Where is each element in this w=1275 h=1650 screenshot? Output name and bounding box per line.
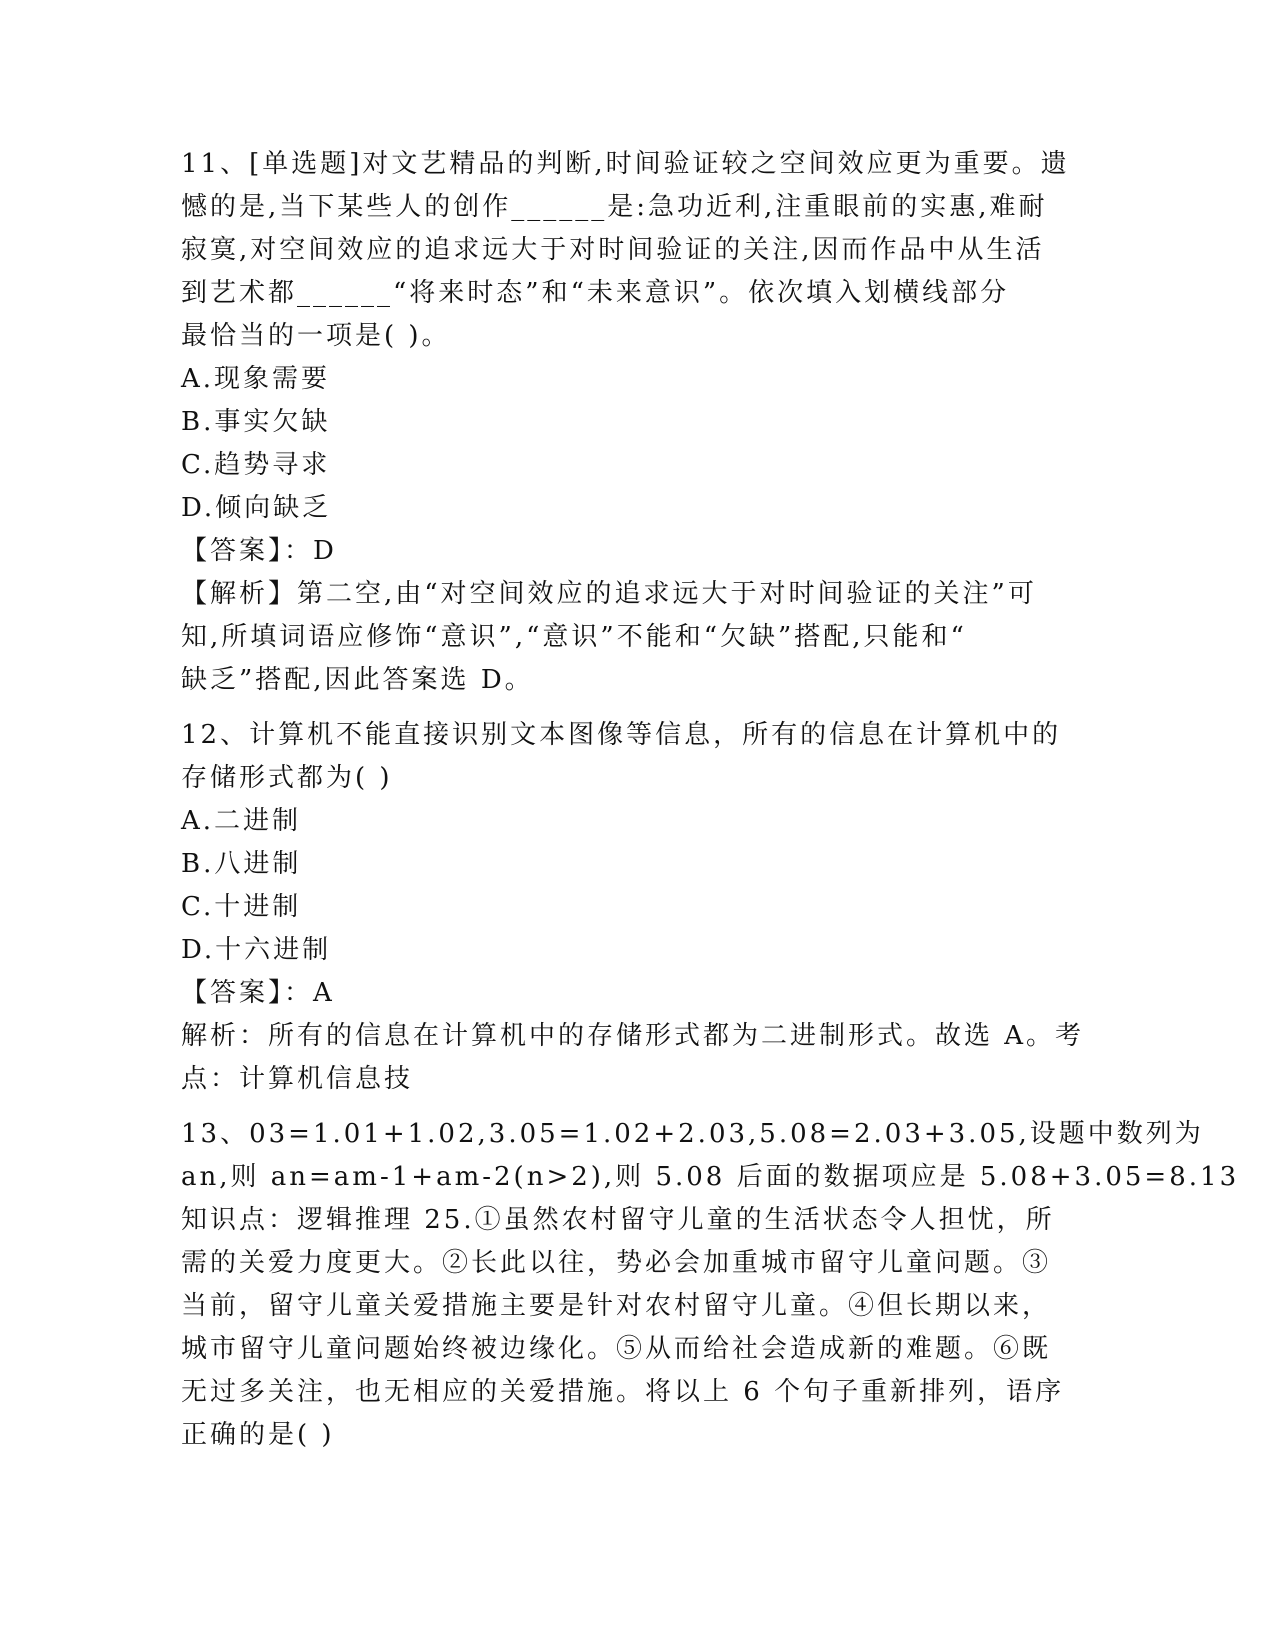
- question-12-stem-line: 12、计算机不能直接识别文本图像等信息，所有的信息在计算机中的: [181, 720, 1062, 750]
- question-13-stem-line: 当前，留守儿童关爱措施主要是针对农村留守儿童。④但长期以来，: [181, 1291, 1052, 1321]
- question-spacer: [181, 702, 1081, 714]
- document-page: [181, 143, 1240, 1457]
- question-13-stem-line: 需的关爱力度更大。②长此以往，势必会加重城市留守儿童问题。③: [181, 1248, 1052, 1278]
- question-11-stem-line: 11、[单选题]对文艺精品的判断,时间验证较之空间效应更为重要。遗: [181, 149, 1070, 179]
- question-12-analysis-line: 解析：所有的信息在计算机中的存储形式都为二进制形式。故选 A。考: [181, 1021, 1085, 1051]
- question-11-stem-line: 最恰当的一项是( )。: [181, 321, 451, 351]
- question-13-stem-line: an,则 an=am-1+am-2(n>2),则 5.08 后面的数据项应是 5.08+3.05=8.13: [181, 1162, 1240, 1192]
- question-13-stem-line: 正确的是( ): [181, 1420, 335, 1450]
- question-13-stem-line: 知识点：逻辑推理 25.①虽然农村留守儿童的生活状态令人担忧，所: [181, 1205, 1055, 1235]
- question-12-option-a: A.二进制: [181, 806, 302, 836]
- question-11-option-d: D.倾向缺乏: [181, 493, 332, 523]
- question-13-stem-line: 13、03=1.01+1.02,3.05=1.02+2.03,5.08=2.03+3.05,设题中数列为: [181, 1119, 1204, 1149]
- question-11-analysis-line: 【解析】第二空,由“对空间效应的追求远大于对时间验证的关注”可: [181, 579, 1037, 609]
- question-spacer: [181, 1101, 1081, 1113]
- question-11-answer: 【答案】：D: [181, 536, 337, 566]
- question-13-stem-line: 城市留守儿童问题始终被边缘化。⑤从而给社会造成新的难题。⑥既: [181, 1334, 1052, 1364]
- question-11-option-b: B.事实欠缺: [181, 407, 331, 437]
- question-12-option-b: B.八进制: [181, 849, 302, 879]
- question-12-stem-line: 存储形式都为( ): [181, 763, 393, 793]
- question-11-option-c: C.趋势寻求: [181, 450, 331, 480]
- question-12-answer: 【答案】：A: [181, 978, 335, 1008]
- question-11-stem-line: 憾的是,当下某些人的创作______是:急功近利,注重眼前的实惠,难耐: [181, 192, 1048, 222]
- question-11: [181, 143, 1081, 702]
- question-13: [181, 1113, 1240, 1457]
- question-11-option-a: A.现象需要: [181, 364, 331, 394]
- question-11-analysis-line: 知,所填词语应修饰“意识”,“意识”不能和“欠缺”搭配,只能和“: [181, 622, 967, 652]
- question-12-option-d: D.十六进制: [181, 935, 332, 965]
- question-13-stem-line: 无过多关注，也无相应的关爱措施。将以上 6 个句子重新排列，语序: [181, 1377, 1065, 1407]
- question-12: [181, 714, 1085, 1101]
- question-11-analysis-line: 缺乏”搭配,因此答案选 D。: [181, 665, 534, 695]
- question-11-stem-line: 寂寞,对空间效应的追求远大于对时间验证的关注,因而作品中从生活: [181, 235, 1045, 265]
- question-12-analysis-line: 点：计算机信息技: [181, 1064, 414, 1094]
- question-11-stem-line: 到艺术都______“将来时态”和“未来意识”。依次填入划横线部分: [181, 278, 1010, 308]
- question-12-option-c: C.十进制: [181, 892, 302, 922]
